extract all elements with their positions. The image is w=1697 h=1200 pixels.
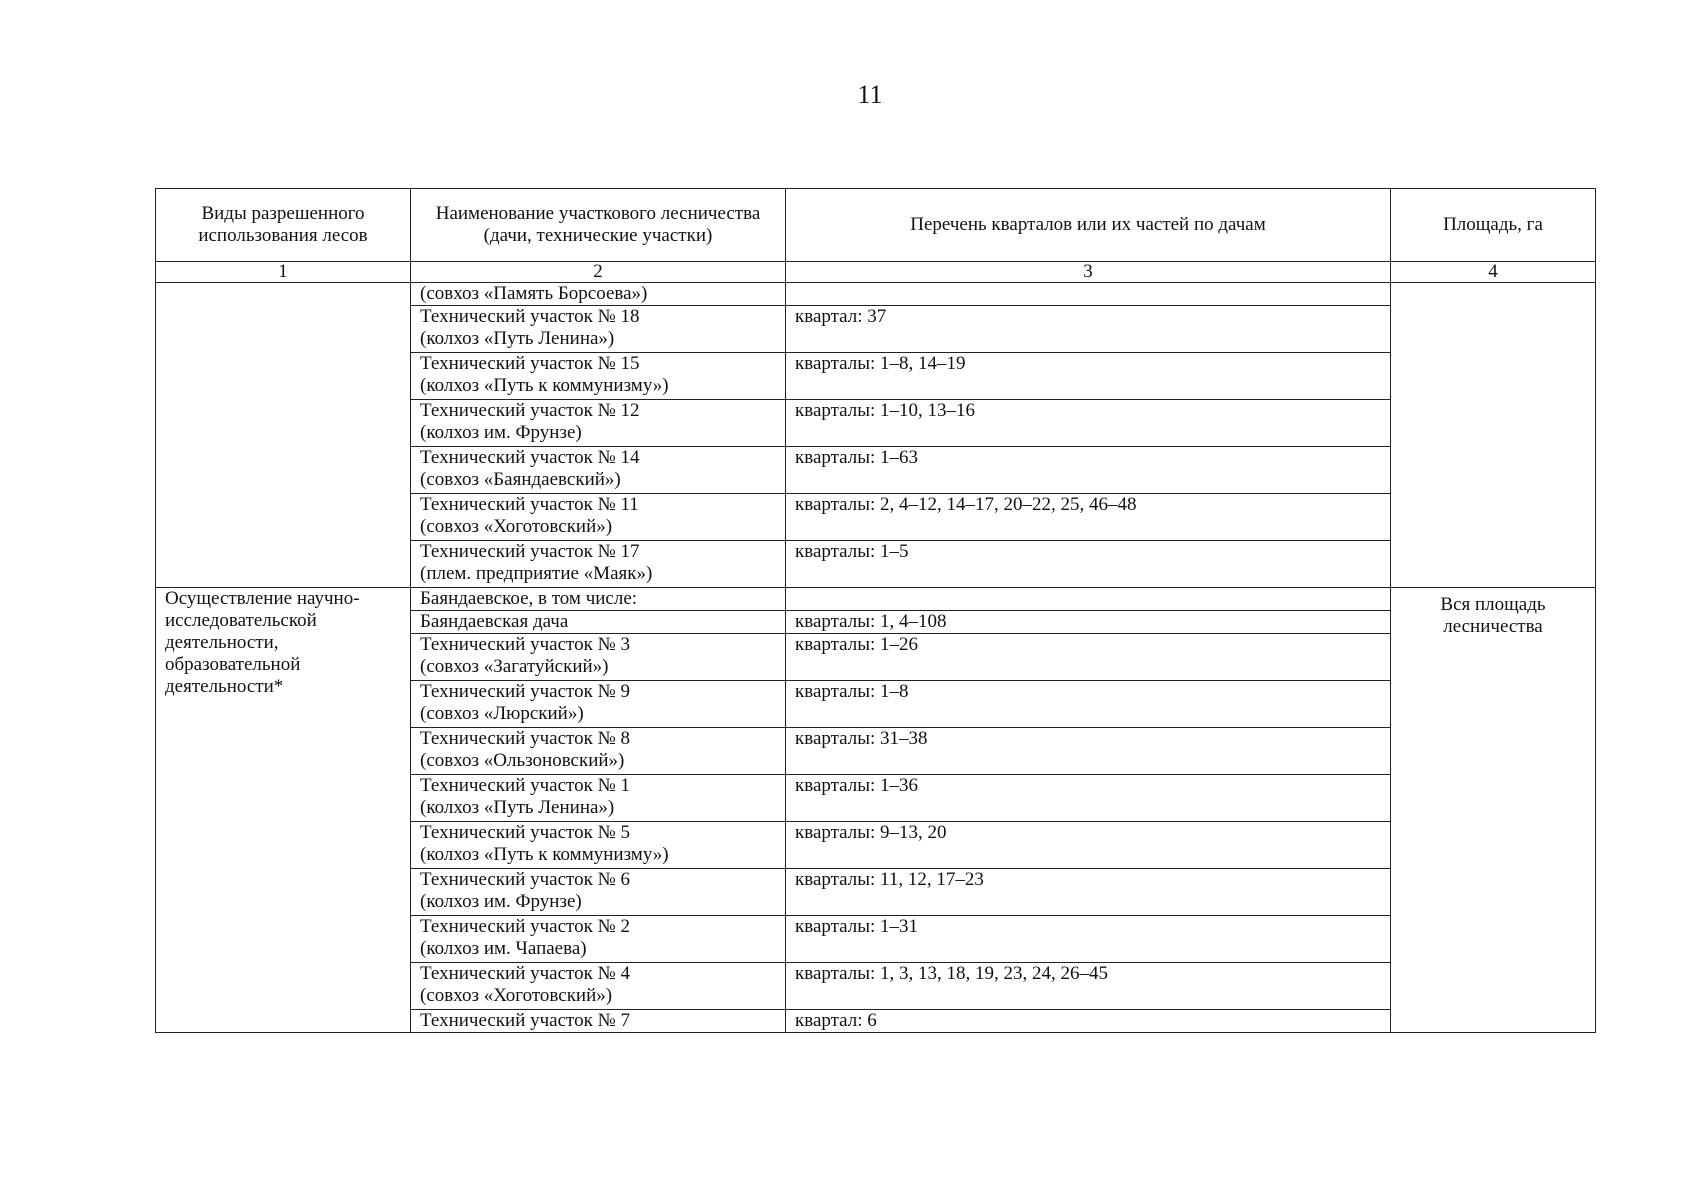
quarters-cell: кварталы: 1–8	[786, 681, 1391, 728]
column-number: 1	[156, 262, 411, 283]
forestry-name-cell: Технический участок № 5 (колхоз «Путь к коммунизму»)	[411, 822, 786, 869]
forestry-name-cell: Технический участок № 12 (колхоз им. Фрунзе)	[411, 400, 786, 447]
quarters-cell: кварталы: 9–13, 20	[786, 822, 1391, 869]
quarters-cell: кварталы: 1–63	[786, 447, 1391, 494]
quarters-cell: кварталы: 1–8, 14–19	[786, 353, 1391, 400]
area-cell: Вся площадь лесничества	[1391, 588, 1596, 1033]
column-number: 3	[786, 262, 1391, 283]
header-forestry-name: Наименование участкового лесничества (дачи, технические участки)	[411, 189, 786, 262]
quarters-cell	[786, 283, 1391, 306]
use-kind-cell	[156, 283, 411, 588]
quarters-cell: кварталы: 1, 4–108	[786, 611, 1391, 634]
forestry-name-cell: Технический участок № 15 (колхоз «Путь к коммунизму»)	[411, 353, 786, 400]
forestry-name-cell: Технический участок № 11 (совхоз «Хоготовский»)	[411, 494, 786, 541]
quarters-cell: квартал: 6	[786, 1010, 1391, 1033]
quarters-cell: кварталы: 1–31	[786, 916, 1391, 963]
quarters-cell	[786, 588, 1391, 611]
quarters-cell: кварталы: 1–5	[786, 541, 1391, 588]
header-use-kind: Виды разрешенного использования лесов	[156, 189, 411, 262]
quarters-cell: кварталы: 31–38	[786, 728, 1391, 775]
table-body	[156, 283, 1596, 1033]
quarters-cell: кварталы: 2, 4–12, 14–17, 20–22, 25, 46–48	[786, 494, 1391, 541]
page-number: 11	[857, 80, 883, 109]
forestry-name-cell: Технический участок № 6 (колхоз им. Фрунзе)	[411, 869, 786, 916]
quarters-cell: кварталы: 1–36	[786, 775, 1391, 822]
forestry-name-cell: Технический участок № 18 (колхоз «Путь Ленина»)	[411, 306, 786, 353]
area-cell	[1391, 283, 1596, 588]
quarters-cell: кварталы: 1–26	[786, 634, 1391, 681]
forestry-name-cell: Технический участок № 9 (совхоз «Люрский»)	[411, 681, 786, 728]
column-number: 2	[411, 262, 786, 283]
table-row	[156, 588, 1596, 611]
use-kind-cell: Осуществление научно-исследовательской деятельности, образовательной деятельности*	[156, 588, 411, 1033]
table-row	[156, 283, 1596, 306]
forestry-name-cell: Баяндаевская дача	[411, 611, 786, 634]
forestry-name-cell: Технический участок № 4 (совхоз «Хоготовский»)	[411, 963, 786, 1010]
forestry-name-cell: (совхоз «Память Борсоева»)	[411, 283, 786, 306]
header-area: Площадь, га	[1391, 189, 1596, 262]
forestry-name-cell: Технический участок № 8 (совхоз «Ользоновский»)	[411, 728, 786, 775]
forestry-name-cell: Технический участок № 1 (колхоз «Путь Ленина»)	[411, 775, 786, 822]
forestry-name-cell: Технический участок № 3 (совхоз «Загатуйский»)	[411, 634, 786, 681]
table-column-numbers-row	[156, 262, 1596, 283]
forest-use-table	[155, 188, 1596, 1033]
forestry-name-cell: Технический участок № 2 (колхоз им. Чапаева)	[411, 916, 786, 963]
quarters-cell: кварталы: 11, 12, 17–23	[786, 869, 1391, 916]
forestry-name-cell: Технический участок № 17 (плем. предприятие «Маяк»)	[411, 541, 786, 588]
table-header-row	[156, 189, 1596, 262]
header-quarters-list: Перечень кварталов или их частей по дачам	[786, 189, 1391, 262]
quarters-cell: квартал: 37	[786, 306, 1391, 353]
forestry-name-cell: Баяндаевское, в том числе:	[411, 588, 786, 611]
column-number: 4	[1391, 262, 1596, 283]
forestry-name-cell: Технический участок № 14 (совхоз «Баяндаевский»)	[411, 447, 786, 494]
forestry-name-cell: Технический участок № 7	[411, 1010, 786, 1033]
quarters-cell: кварталы: 1–10, 13–16	[786, 400, 1391, 447]
quarters-cell: кварталы: 1, 3, 13, 18, 19, 23, 24, 26–45	[786, 963, 1391, 1010]
